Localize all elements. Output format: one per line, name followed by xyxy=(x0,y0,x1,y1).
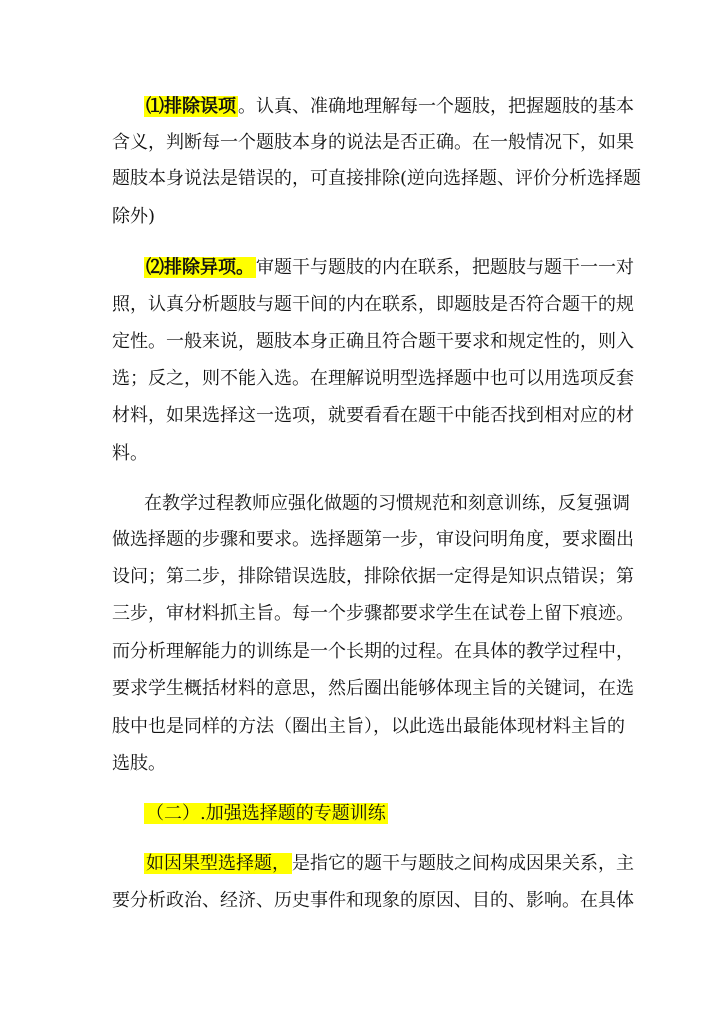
paragraph-2-text: 审题干与题肢的内在联系，把题肢与题干一一对 xyxy=(256,257,634,278)
paragraph-3-line-2: 做选择题的步骤和要求。选择题第一步，审设问明角度，要求圈出 xyxy=(112,529,634,550)
paragraph-1-line-4: 除外) xyxy=(112,206,156,227)
paragraph-2-line-4: 选；反之，则不能入选。在理解说明型选择题中也可以用选项反套 xyxy=(112,368,634,389)
paragraph-1-line-2: 含义，判断每一个题肢本身的说法是否正确。在一般情况下，如果 xyxy=(112,132,634,153)
paragraph-3-line-5: 而分析理解能力的训练是一个长期的过程。在具体的教学过程中， xyxy=(112,641,634,662)
highlight-exclude-different: ⑵排除异项。 xyxy=(146,257,254,278)
highlight-exclude-wrong: ⑴排除误项 xyxy=(146,96,236,117)
paragraph-1-line-3: 题肢本身说法是错误的，可直接排除(逆向选择题、评价分析选择题 xyxy=(112,168,642,189)
paragraph-1-text: 。认真、准确地理解每一个题肢，把握题肢的基本 xyxy=(238,96,634,117)
paragraph-3-line-3: 设问；第二步，排除错误选肢，排除依据一定得是知识点错误；第 xyxy=(112,566,634,587)
paragraph-2-line-6: 料。 xyxy=(112,443,148,464)
paragraph-1-line-1 xyxy=(144,96,634,118)
paragraph-2-line-2: 照，认真分析题肢与题干间的内在联系，即题肢是否符合题干的规 xyxy=(112,294,634,315)
paragraph-4-line-2: 要分析政治、经济、历史事件和现象的原因、目的、影响。在具体 xyxy=(112,890,634,911)
section-heading-text: （二）.加强选择题的专题训练 xyxy=(146,803,386,824)
paragraph-3-line-4: 三步，审材料抓主旨。每一个步骤都要求学生在试卷上留下痕迹。 xyxy=(112,603,634,624)
paragraph-4-line-1 xyxy=(144,853,634,875)
paragraph-3-line-1: 在教学过程教师应强化做题的习惯规范和刻意训练，反复强调 xyxy=(144,493,630,514)
paragraph-2-line-1 xyxy=(144,257,634,279)
paragraph-2-line-3: 定性。一般来说，题肢本身正确且符合题干要求和规定性的，则入 xyxy=(112,331,634,352)
paragraph-3-line-6: 要求学生概括材料的意思，然后圈出能够体现主旨的关键词，在选 xyxy=(112,678,634,699)
paragraph-2-line-5: 材料，如果选择这一选项，就要看看在题干中能否找到相对应的材 xyxy=(112,405,634,426)
paragraph-4-text: 是指它的题干与题肢之间构成因果关系，主 xyxy=(292,853,634,874)
paragraph-3-line-7: 肢中也是同样的方法（圈出主旨），以此选出最能体现材料主旨的 xyxy=(112,716,625,737)
highlight-causal-type: 如因果型选择题， xyxy=(146,853,290,874)
paragraph-3-line-8: 选肢。 xyxy=(112,753,166,774)
section-heading xyxy=(144,803,614,825)
